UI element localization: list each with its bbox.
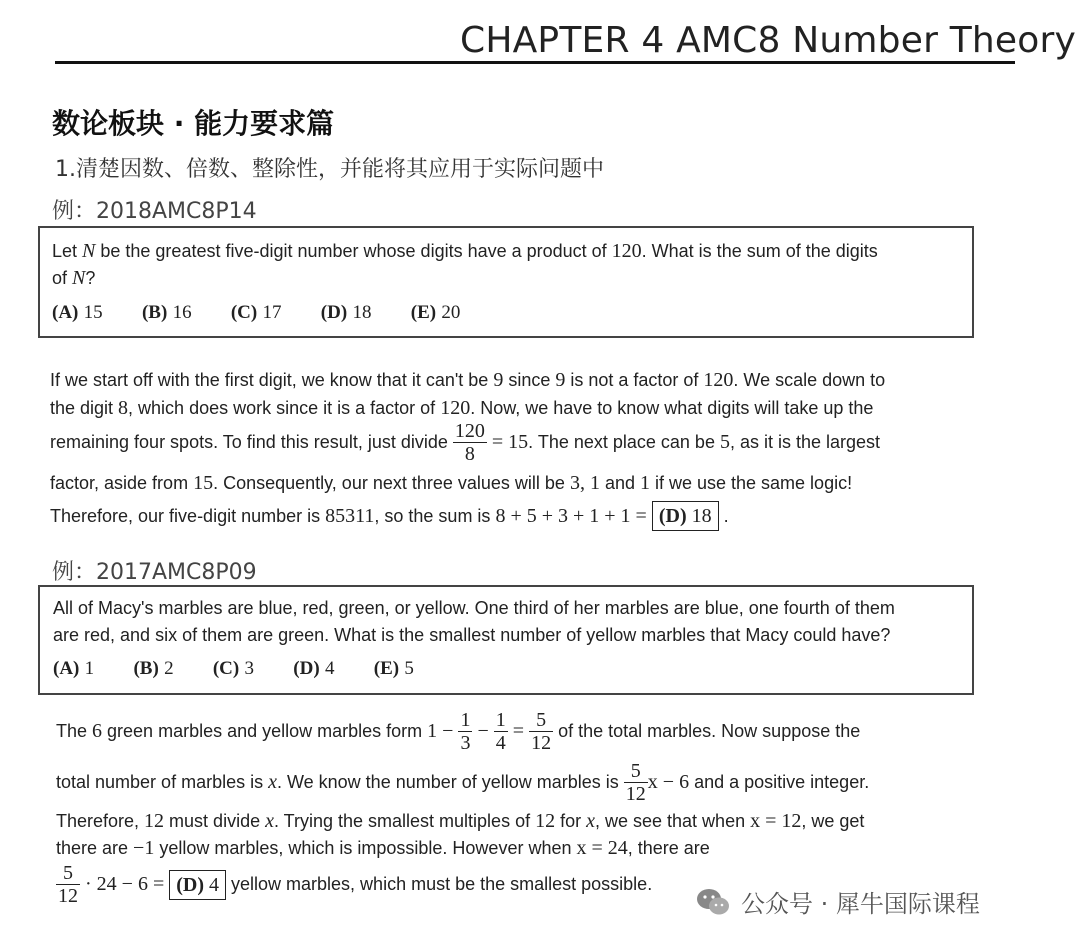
- wechat-icon: [695, 887, 731, 917]
- fraction-5-over-12-c: $\frac{5}{12}$: [58, 862, 78, 907]
- problem-box-1: [38, 226, 974, 338]
- fraction-5-over-12-b: $\frac{5}{12}$: [625, 760, 646, 805]
- fraction-5-over-12: $\frac{5}{12}$: [531, 709, 552, 754]
- solution-2-line-1: The 6 green marbles and yellow marbles form 1 − $\frac{1}{3}$ − $\frac{1}{4}$ = $\frac{5}{12}$ of the total marbles. Now suppose the: [56, 709, 861, 754]
- fraction-1-over-4: $\frac{1}{4}$: [495, 709, 506, 754]
- wechat-watermark: [695, 884, 980, 919]
- answer-choices-2: [53, 658, 448, 680]
- section-heading: 数论板块 · 能力要求篇: [52, 107, 335, 140]
- choice-d: (D) 18: [320, 302, 372, 323]
- example-label-1: 例：2018AMC8P14: [52, 199, 257, 224]
- choice-b: (B) 2: [133, 658, 174, 679]
- solution-2-line-4: there are −1 yellow marbles, which is impossible. However when x = 24, there are: [56, 837, 710, 859]
- solution-1-line-5: Therefore, our five-digit number is 85311, so the sum is 8 + 5 + 3 + 1 + 1 = (D) 18 .: [50, 501, 729, 531]
- problem-2-line-1: All of Macy's marbles are blue, red, green, or yellow. One third of her marbles are blue, one fourth of them: [53, 598, 895, 618]
- requirement-text: 1.清楚因数、倍数、整除性，并能将其应用于实际问题中: [55, 157, 604, 182]
- solution-1-line-1: If we start off with the first digit, we know that it can't be 9 since 9 is not a factor of 120. We scale down to: [50, 369, 886, 391]
- solution-1-line-4: factor, aside from 15. Consequently, our next three values will be 3, 1 and 1 if we use the same logic!: [50, 472, 853, 494]
- choice-b: (B) 16: [141, 302, 192, 323]
- problem-2-line-2: are red, and six of them are green. What is the smallest number of yellow marbles that Macy could have?: [53, 625, 891, 645]
- solution-1-line-2: the digit 8, which does work since it is a factor of 120. Now, we have to know what digits will take up the: [50, 397, 874, 419]
- fraction-1-over-3: $\frac{1}{3}$: [460, 709, 471, 754]
- solution-2-line-5: $\frac{5}{12}$ · 24 − 6 = (D) 4 yellow marbles, which must be the smallest possible.: [58, 862, 653, 907]
- chapter-title: CHAPTER 4 AMC8 Number Theory: [460, 20, 1077, 61]
- answer-box-1: (D) 18: [652, 501, 719, 531]
- solution-2-line-3: Therefore, 12 must divide x. Trying the smallest multiples of 12 for x, we see that when x = 12, we get: [56, 810, 865, 832]
- header-rule: [55, 61, 1015, 64]
- choice-d: (D) 4: [293, 658, 335, 679]
- fraction-120-over-8: $\frac{120}{8}$: [454, 420, 485, 465]
- problem-1-line-1: Let N be the greatest five-digit number whose digits have a product of 120. What is the sum of the digits: [52, 240, 878, 262]
- answer-choices-1: [52, 302, 494, 324]
- problem-box-2: [38, 585, 974, 695]
- choice-a: (A) 1: [53, 658, 95, 679]
- answer-box-2: (D) 4: [169, 870, 226, 900]
- solution-1-line-3: remaining four spots. To find this result, just divide $\frac{120}{8}$ = 15. The next place can be 5, as it is the largest: [50, 420, 881, 465]
- example-label-2: 例：2017AMC8P09: [52, 560, 257, 585]
- choice-a: (A) 15: [52, 302, 103, 323]
- problem-1-line-2: of N?: [52, 267, 96, 289]
- choice-c: (C) 17: [230, 302, 282, 323]
- choice-e: (E) 20: [410, 302, 461, 323]
- choice-c: (C) 3: [212, 658, 255, 679]
- solution-2-line-2: total number of marbles is x. We know the number of yellow marbles is $\frac{5}{12}$ x − 6 and a positive integer.: [56, 760, 870, 805]
- watermark-text: 公众号 · 犀牛国际课程: [741, 890, 980, 918]
- choice-e: (E) 5: [373, 658, 414, 679]
